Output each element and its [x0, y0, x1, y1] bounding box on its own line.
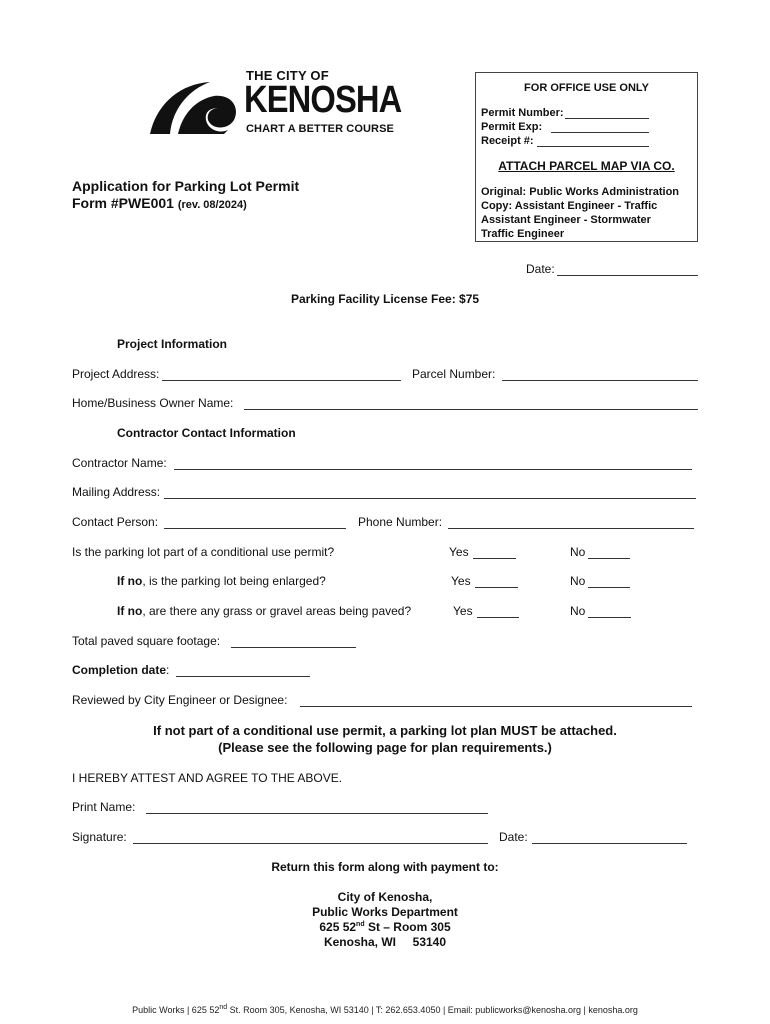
permit-number-row [481, 106, 564, 120]
copy-line-3: Traffic Engineer [481, 228, 565, 240]
logo-tagline: CHART A BETTER COURSE [246, 123, 394, 135]
contact-person-label: Contact Person: [72, 515, 159, 529]
logo-top-text: THE CITY OF [246, 68, 329, 83]
plan-requirements-note: (Please see the following page for plan requirements.) [218, 740, 552, 755]
permit-number-label: Permit Number: [481, 107, 564, 119]
contractor-info-heading: Contractor Contact Information [117, 426, 296, 440]
owner-name-line[interactable] [244, 409, 698, 410]
signature-date-label: Date: [499, 830, 528, 844]
q2-text: , is the parking lot being enlarged? [142, 574, 326, 588]
return-street-suffix: nd [356, 921, 365, 928]
q2-no-label: No [570, 574, 586, 588]
receipt-row [481, 134, 534, 148]
q-conditional-use: Is the parking lot part of a conditional use permit? [72, 545, 335, 559]
parcel-number-label: Parcel Number: [412, 367, 496, 381]
total-sqft-label: Total paved square footage: [72, 634, 221, 648]
footer-part-a: Public Works | 625 52 [132, 1005, 220, 1015]
completion-date-bold: Completion date [72, 663, 167, 677]
original-line: Original: Public Works Administration [481, 186, 680, 198]
q1-yes-label: Yes [449, 545, 469, 559]
q-enlarged [117, 574, 326, 588]
phone-number-label: Phone Number: [358, 515, 443, 529]
contractor-name-line[interactable] [174, 469, 692, 470]
permit-number-line[interactable] [565, 118, 649, 119]
reviewed-by-label: Reviewed by City Engineer or Designee: [72, 693, 288, 707]
kenosha-wave-icon [148, 76, 240, 136]
owner-name-label: Home/Business Owner Name: [72, 396, 234, 410]
return-heading: Return this form along with payment to: [271, 860, 499, 874]
return-citystate: Kenosha, WI 53140 [323, 935, 447, 949]
signature-label: Signature: [72, 830, 127, 844]
office-use-box [475, 72, 698, 242]
permit-exp-label: Permit Exp: [481, 121, 543, 133]
q3-no-label: No [570, 604, 586, 618]
q-grass-gravel [117, 604, 411, 618]
q1-no-label: No [570, 545, 586, 559]
q2-yes-line[interactable] [475, 587, 518, 588]
phone-number-line[interactable] [448, 528, 694, 529]
return-street-number: 625 52 [319, 920, 357, 934]
completion-date-line[interactable] [176, 676, 310, 677]
receipt-label: Receipt #: [481, 135, 534, 147]
logo-main-text: KENOSHA [244, 79, 402, 121]
q1-no-line[interactable] [588, 558, 630, 559]
top-date-line[interactable] [557, 275, 698, 276]
q3-if-no: If no [117, 604, 143, 618]
return-department: Public Works Department [312, 905, 458, 919]
completion-date-colon: : [166, 663, 170, 677]
top-date-label: Date: [526, 262, 555, 276]
city-logo [148, 68, 402, 140]
return-city: City of Kenosha, [337, 890, 433, 904]
q3-yes-label: Yes [453, 604, 473, 618]
license-fee: Parking Facility License Fee: $75 [290, 292, 480, 306]
q2-if-no: If no [117, 574, 143, 588]
permit-exp-row [481, 120, 542, 134]
footer-sup: nd [219, 1004, 228, 1011]
receipt-line[interactable] [537, 146, 649, 147]
form-title-block [72, 178, 299, 214]
completion-date-label [72, 663, 169, 677]
mailing-address-line[interactable] [164, 498, 696, 499]
q2-yes-label: Yes [451, 574, 471, 588]
q3-yes-line[interactable] [477, 617, 519, 618]
signature-date-line[interactable] [532, 843, 687, 844]
project-address-label: Project Address: [72, 367, 160, 381]
form-revision: (rev. 08/2024) [177, 199, 247, 211]
copy-line: Copy: Assistant Engineer - Traffic [481, 200, 658, 212]
copy-line-2: Assistant Engineer - Stormwater [481, 214, 651, 226]
signature-line[interactable] [133, 843, 488, 844]
project-address-line[interactable] [162, 380, 401, 381]
return-street [0, 920, 770, 934]
q1-yes-line[interactable] [473, 558, 516, 559]
form-title: Application for Parking Lot Permit [72, 178, 300, 194]
q3-text: , are there any grass or gravel areas being paved? [142, 604, 412, 618]
contact-person-line[interactable] [164, 528, 346, 529]
parcel-number-line[interactable] [502, 380, 698, 381]
form-number: Form #PWE001 [72, 195, 174, 211]
mailing-address-label: Mailing Address: [72, 485, 161, 499]
office-use-title: FOR OFFICE USE ONLY [524, 82, 649, 94]
page-footer [0, 1004, 770, 1015]
footer-part-b: St. Room 305, Kenosha, WI 53140 | T: 262.653.4050 | Email: publicworks@kenosha.org | kenosha.org [227, 1005, 638, 1015]
project-info-heading: Project Information [117, 337, 228, 351]
plan-notice: If not part of a conditional use permit, a parking lot plan MUST be attached. [153, 723, 617, 738]
print-name-line[interactable] [146, 813, 488, 814]
q2-no-line[interactable] [588, 587, 630, 588]
total-sqft-line[interactable] [231, 647, 356, 648]
reviewed-by-line[interactable] [300, 706, 692, 707]
contractor-name-label: Contractor Name: [72, 456, 167, 470]
attest-statement: I HEREBY ATTEST AND AGREE TO THE ABOVE. [72, 771, 343, 785]
permit-exp-line[interactable] [551, 132, 649, 133]
return-street-rest: St – Room 305 [364, 920, 451, 934]
print-name-label: Print Name: [72, 800, 136, 814]
attach-parcel-map: ATTACH PARCEL MAP VIA CO. [498, 159, 675, 173]
q3-no-line[interactable] [588, 617, 631, 618]
